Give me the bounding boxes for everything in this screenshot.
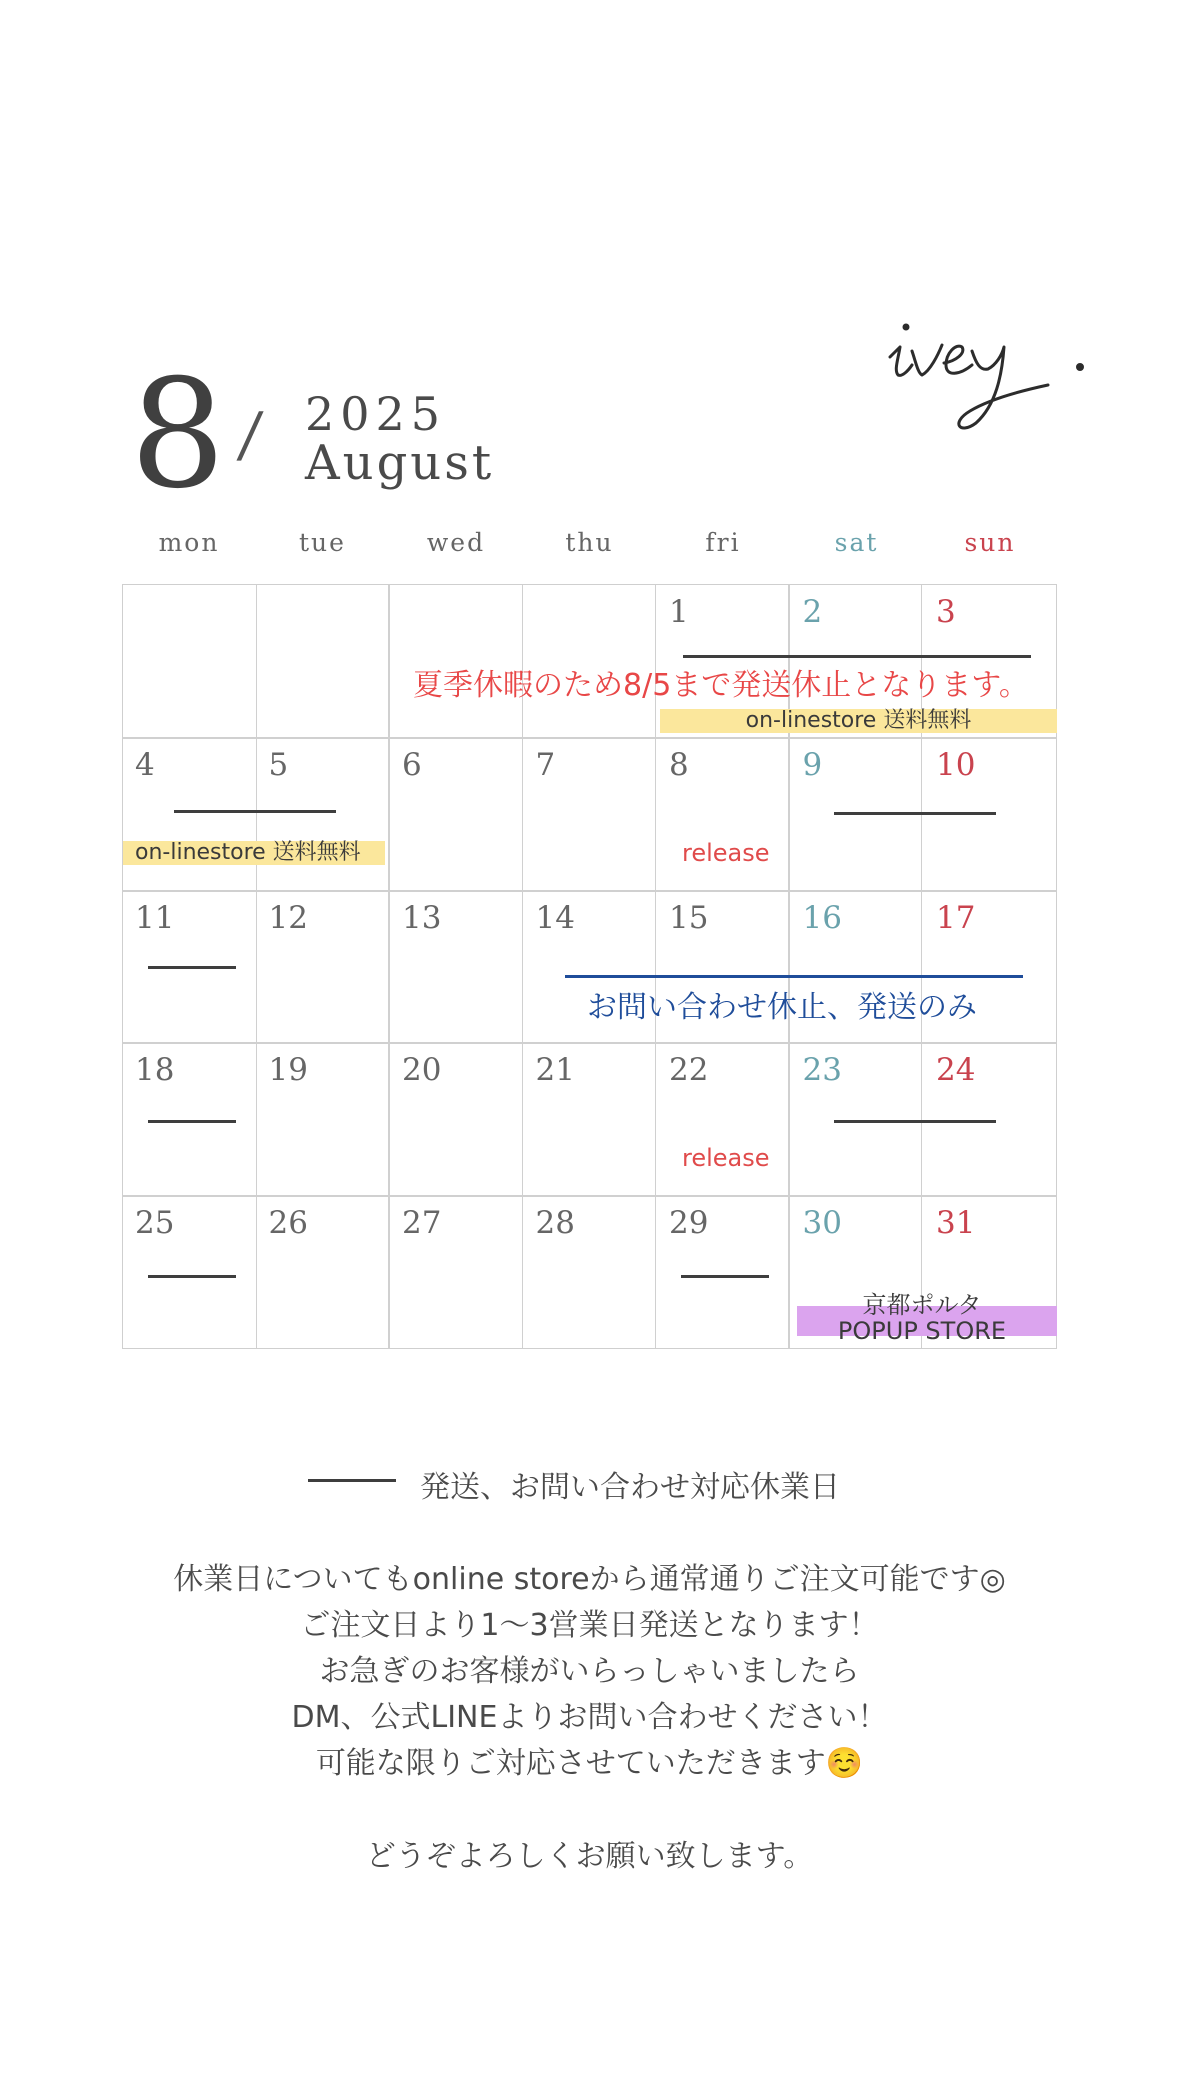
closed-marker [681,1275,769,1278]
calendar-day-26: 26 [268,1205,308,1242]
calendar-day-2: 2 [802,594,823,630]
free-shipping-highlight: on-linestore 送料無料 [660,709,1057,733]
release-label: release [682,1144,770,1172]
closed-marker [148,1275,236,1278]
calendar-day-30: 30 [802,1205,842,1242]
closing-line: どうぞよろしくお願い致します。 [365,1839,814,1874]
weekday-label-tue: tue [299,528,346,557]
month-name-label: August [305,435,495,491]
year-label: 2025 [305,387,447,441]
calendar-day-10: 10 [936,746,976,783]
calendar-day-13: 13 [402,899,442,936]
calendar-day-28: 28 [535,1205,575,1242]
calendar-day-14: 14 [535,899,575,936]
footer-line: 休業日についてもonline storeから通常通りご注文可能です◎ [173,1562,1006,1597]
calendar-day-9: 9 [802,746,823,783]
calendar-day-4: 4 [135,746,155,783]
calendar-day-20: 20 [402,1052,442,1089]
calendar-day-31: 31 [936,1205,976,1242]
calendar-day-17: 17 [936,899,976,936]
calendar-day-29: 29 [669,1205,709,1242]
calendar-day-18: 18 [135,1052,175,1089]
ivey-logo [880,305,1110,455]
weekday-label-fri: fri [705,528,741,557]
free-shipping-highlight: on-linestore 送料無料 [123,841,385,865]
legend-line [308,1479,396,1482]
header-slash: / [235,400,266,470]
closed-marker [148,966,236,969]
popup-store-line1: 京都ポルタ [862,1291,982,1319]
calendar-day-12: 12 [268,899,308,936]
calendar-day-27: 27 [402,1205,442,1242]
calendar-day-19: 19 [268,1052,308,1089]
weekday-label-wed: wed [426,528,486,557]
footer-line: お急ぎのお客様がいらっしゃいましたら [319,1654,860,1689]
closed-marker [148,1120,236,1123]
calendar-day-24: 24 [936,1052,976,1089]
calendar-day-22: 22 [669,1052,709,1089]
popup-store-label [797,1292,1047,1344]
weekday-label-thu: thu [565,528,614,557]
closed-marker [834,812,996,815]
calendar-day-21: 21 [535,1052,575,1089]
weekday-label-sat: sat [834,528,879,557]
calendar-day-8: 8 [669,746,689,783]
calendar-day-1: 1 [669,594,689,630]
calendar-day-25: 25 [135,1205,175,1242]
footer-line: DM、公式LINEよりお問い合わせください！ [291,1700,888,1735]
calendar-day-11: 11 [135,899,175,936]
calendar-day-5: 5 [268,746,289,783]
closed-marker [834,1120,996,1123]
calendar-day-16: 16 [802,899,842,936]
calendar-day-7: 7 [535,746,556,783]
legend-text: 発送、お問い合わせ対応休業日 [420,1470,840,1505]
closed-marker [683,655,1031,658]
popup-store-line2: POPUP STORE [837,1317,1007,1345]
summer-break-notice: 夏季休暇のため8/5まで発送休止となります。 [413,668,1029,703]
weekday-label-mon: mon [158,528,220,557]
release-label: release [682,839,770,867]
inquiry-pause-line [565,975,1023,978]
calendar-day-15: 15 [669,899,709,936]
calendar-day-3: 3 [936,594,956,630]
closed-marker [174,810,336,813]
calendar-day-23: 23 [802,1052,842,1089]
inquiry-pause-notice: お問い合わせ休止、発送のみ [587,990,977,1025]
month-number: 8 [130,348,226,522]
weekday-label-sun: sun [964,528,1016,557]
calendar-day-6: 6 [402,746,422,783]
footer-line: 可能な限りご対応させていただきます☺️ [315,1746,864,1781]
footer-line: ご注文日より1〜3営業日発送となります！ [300,1608,879,1643]
